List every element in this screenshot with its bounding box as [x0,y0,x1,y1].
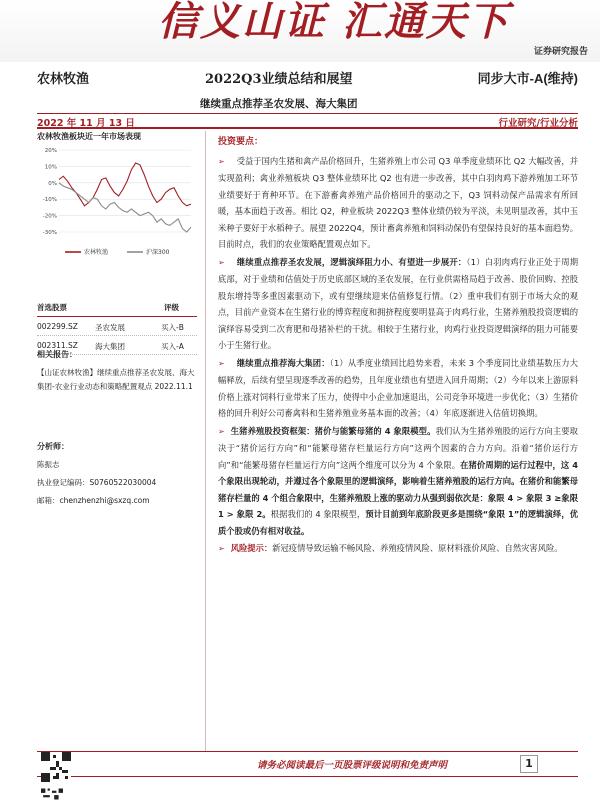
risk-text: 新冠疫情导致运输不畅风险、养殖疫情风险、原材料涨价风险、自然灾害风险。 [272,543,563,553]
chart-y-tick-label: 20% [44,148,57,154]
analyst-name: 陈振志 [37,460,60,469]
paragraph-bold: 在猪价周期的运行过程中，这 4 个象限出现轮动，并遵过各个象限里的逻辑演绎，影响着生猪养殖股的运行方向。在猪价和能繁母猪存栏量的 4 个组合象限中，生猪养殖股上涨的驱动力从强到弱依次是：象限 4 > 象限 3 ≥象限 1 > 象限 2。 [218,459,578,519]
paragraph-pig-framework [218,423,578,540]
stock-code: 002299.SZ [37,322,78,331]
stock-name: 圣农发展 [95,323,125,332]
page-number: 1 [520,755,538,773]
column-divider [205,131,206,751]
paragraph-text: 我们认为生猪养殖股的运行方向主要取决于“猪价运行方向”和“能繁母猪存栏量运行方向”这两个因素的合力方向。沿着“猪价运行方向”和“能繁母猪存栏量运行方向”这两个维度可以分为 4 个象限。 [218,425,578,470]
performance-chart [37,144,197,264]
chart-y-tick-label: -20% [42,213,57,220]
stock-header-name: 首选股票 [37,303,67,312]
chart-y-tick-label: 0% [48,180,57,187]
date-bar [37,113,578,129]
chart-legend-label: 农林牧渔 [84,249,109,256]
arrow-bullet-icon: ➢ [218,544,225,553]
disclaimer-notice[interactable]: 请务必阅读最后一页股票评级说明和免责声明 [257,760,448,771]
table-row [37,317,197,336]
stock-rating: 买入-A [161,342,184,351]
stock-header-rating: 评级 [164,303,179,312]
paragraph-bold: 预计目前到年底阶段更多是围绕“象限 1”的逻辑演绎，优质个股或仍有相对收益。 [218,509,578,536]
chart-title: 农林牧渔板块近一年市场表现 [37,132,141,141]
stock-table-header [37,302,197,317]
arrow-bullet-icon: ➢ [218,156,225,166]
banner-slogan: 信义山证 汇通天下 [158,0,510,45]
chart-y-tick-label: -30% [42,230,57,236]
report-type: 行业研究/行业分析 [498,118,578,129]
paragraph-haida [218,355,578,422]
paragraph-text: （1）从季度业绩回比趋势来看，未来 3 个季度同比业绩基数压力大幅释放，后续有望呈现逐季改善的趋势，且年度业绩也有望进入回升周期；（2）今年以来上游原料价格上涨对饲料行业带来了压力，使得中小企业加速退出，公司竞争环境进一步优化；（3）生猪价格的回升利好公司畜禽料和生猪养殖业务基本面的改善；（4）年底逐渐进入估值切换期。 [218,357,578,418]
sector-label: 农林牧渔 [37,71,90,86]
chart-series-line-2 [59,183,191,232]
report-category: 证券研究报告 [533,47,588,57]
chart-y-tick-label: -10% [42,197,57,204]
arrow-bullet-icon: ➢ [218,358,225,368]
report-date: 2022 年 11 月 13 日 [37,118,135,129]
analyst-email[interactable]: 邮箱：chenzhenzhi@sxzq.com [37,496,150,505]
qr-code-icon [41,788,63,800]
header-row [37,68,578,86]
paragraph-shengnong [218,254,578,354]
analyst-license: 执业登记编码：S0760522030004 [37,478,157,487]
related-report-link[interactable]: 【山证农林牧渔】继续重点推荐圣农发展、海大集团-农业行业动态和策略配置观点 2022.11.1 [37,368,195,391]
paragraph-text: 根据我们的 4 象限模型， [270,509,366,519]
paragraph-text: 受益于国内生猪和禽产品价格回升，生猪养殖上市公司 Q3 单季度业绩环比 Q2 大幅改善，并实现盈利；禽业养殖板块 Q3 整体业绩环比 Q2 也有进一步改善，其中白羽肉鸡下游养殖加工环节业绩要好于育种环节。在下游畜禽养殖产品价格回升的驱动之下，Q3 饲料动保产品需求有所回暖，基本面趋于改善。相比 Q2，种业板块 2022Q3 整体业绩仍较为平淡，未见明显改善，其中玉米种子要好于水稻种子。展望 2022Q4，预计畜禽养殖和饲料动保仍有望保持良好的基本面趋势。目前时点，我们的农业策略配置观点如下。 [218,155,578,249]
paragraph-overview [218,153,578,253]
footer [37,751,578,777]
stock-name: 海大集团 [95,342,125,351]
banner [0,0,600,62]
stock-code: 002311.SZ [37,341,78,350]
arrow-bullet-icon: ➢ [218,257,225,267]
chart-y-tick-label: 10% [44,164,57,171]
stock-rating: 买入-B [161,323,184,332]
paragraph-bold: 继续重点推荐海大集团： [236,357,330,368]
paragraph-text: （1）白羽肉鸡行业正处于周期底部，对于业绩和估值处于历史底部区域的圣农发展，在行业供需格局趋于改善、股价回购、控股股东增持等多重因素驱动下，或有望继续迎来估值修复行情。（2）重申我们有别于市场大众的观点，目前产业资本在生猪行业的博弈程度和拥挤程度要明显高于肉鸡行业，生猪养殖股投资逻辑的演绎容易受到二次育肥和母猪补栏的干扰。相较于生猪行业，肉鸡行业投资逻辑演绎的阻力可能要小于生猪行业。 [218,256,578,350]
paragraph-bold: 继续重点推荐圣农发展，逻辑演绎阻力小、有望进一步展开： [236,256,467,267]
main-content [218,134,578,559]
analyst-heading: 分析师： [37,442,69,451]
report-title: 2022Q3业绩总结和展望 [205,72,353,87]
key-points-label: 投资要点： [218,137,264,147]
chart-legend-label: 沪深300 [146,249,170,256]
related-reports [37,348,197,394]
qr-code-icon [41,752,71,782]
rating-label: 同步大市-A(维持) [477,71,578,86]
performance-chart-svg [37,144,197,264]
risk-label: 风险提示： [230,543,273,553]
related-heading: 相关报告： [37,350,77,359]
paragraph-risk [218,540,578,558]
left-column [37,131,197,264]
paragraph-bold: 生猪养殖股投资框架：猪价与能繁母猪的 4 象限模型。 [230,425,436,436]
analyst-info [37,438,197,510]
arrow-bullet-icon: ➢ [218,426,225,436]
report-subtitle: 继续重点推荐圣农发展、海大集团 [200,98,358,110]
